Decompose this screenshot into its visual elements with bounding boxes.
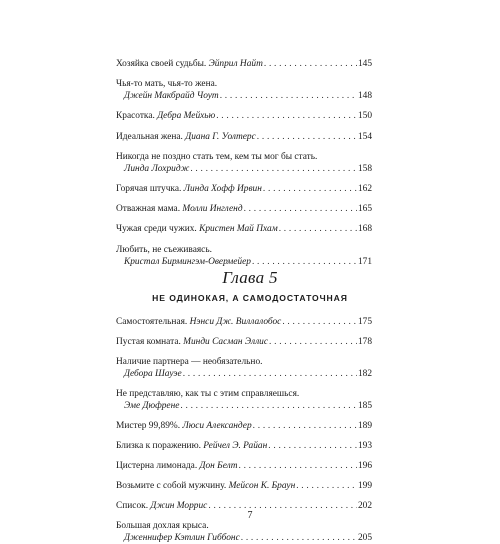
entry-page-number: 189	[357, 421, 372, 431]
entry-author: Минди Сасман Эллис	[183, 337, 269, 347]
dot-leader	[269, 336, 357, 348]
toc-entry	[116, 356, 372, 380]
entry-author: Молли Ингленд	[182, 204, 243, 215]
entry-author: Дебра Мейхью	[157, 111, 216, 122]
entry-author: Эме Дюфрене	[124, 401, 180, 411]
entry-author: Дженнифер Кэтлин Гиббонс	[124, 533, 240, 543]
toc-entry-line	[116, 131, 372, 143]
toc-entry	[116, 244, 372, 268]
entry-author: Мейсон К. Браун	[228, 481, 296, 491]
toc-entry-line	[116, 183, 372, 195]
dot-leader	[183, 368, 357, 380]
dot-leader	[268, 440, 357, 452]
entry-author: Нэнси Дж. Виллалобос	[189, 317, 282, 327]
dot-leader	[257, 131, 357, 143]
entry-title: Самостоятельная.	[116, 317, 188, 327]
entry-author: Кристал Бирмингэм-Овермейер	[124, 256, 251, 267]
page-number: 7	[247, 510, 253, 521]
dot-leader	[244, 203, 357, 215]
chapter-subtitle: НЕ ОДИНОКАЯ, А САМОДОСТАТОЧНАЯ	[152, 293, 348, 303]
entry-author: Люси Александер	[182, 421, 252, 431]
dot-leader	[253, 420, 357, 432]
dot-leader	[180, 400, 357, 412]
toc-entry-line	[116, 532, 372, 544]
toc-entry-line	[116, 151, 372, 163]
entry-page-number: 158	[357, 163, 372, 174]
toc-entry	[116, 223, 372, 235]
dot-leader	[282, 316, 357, 328]
dot-leader	[264, 58, 357, 70]
toc-entry	[116, 58, 372, 70]
entry-page-number: 148	[357, 91, 372, 102]
entry-page-number: 205	[357, 533, 372, 543]
toc-entry-line	[116, 420, 372, 432]
entry-page-number: 193	[357, 441, 372, 451]
entry-title: Хозяйка своей судьбы.	[116, 59, 207, 69]
entry-page-number: 199	[357, 481, 372, 491]
dot-leader	[239, 460, 357, 472]
entry-title: Возьмите с собой мужчину.	[116, 481, 227, 491]
toc-entry-line	[116, 90, 372, 102]
toc-entry	[116, 316, 372, 328]
toc-entry-line	[116, 440, 372, 452]
entry-page-number: 178	[357, 337, 372, 347]
entry-page-number: 145	[357, 59, 372, 69]
entry-page-number: 202	[357, 501, 372, 511]
entry-title: Пустая комната.	[116, 337, 181, 347]
entry-title: Мистер 99,89%.	[116, 421, 181, 431]
dot-leader	[279, 223, 357, 235]
entry-page-number: 175	[357, 317, 372, 327]
entry-title: Не представляю, как ты с этим справляешься.	[116, 389, 300, 399]
toc-entry	[116, 336, 372, 348]
entry-title: Красотка.	[116, 111, 155, 122]
toc-entry	[116, 203, 372, 215]
toc-entry	[116, 388, 372, 412]
toc-entry	[116, 520, 372, 544]
entry-page-number: 196	[357, 461, 372, 471]
toc-entry	[116, 460, 372, 472]
entry-title: Наличие партнера — необязательно.	[116, 357, 263, 367]
toc-entry-line	[116, 480, 372, 492]
entry-title: Горячая штучка.	[116, 183, 182, 194]
entry-author: Эйприл Найт	[208, 59, 263, 69]
entry-title: Никогда не поздно стать тем, кем ты мог бы стать.	[116, 151, 318, 162]
toc-entry	[116, 480, 372, 492]
entry-page-number: 165	[357, 204, 372, 215]
toc-entry-line	[116, 336, 372, 348]
dot-leader	[252, 256, 357, 268]
toc-entry-line	[116, 58, 372, 70]
toc-entry-line	[116, 388, 372, 400]
toc-section-1	[116, 58, 372, 268]
entry-author: Диана Г. Уолтерс	[185, 131, 256, 142]
entry-page-number: 182	[357, 369, 372, 379]
chapter-subheading	[0, 293, 500, 303]
entry-title: Близка к поражению.	[116, 441, 201, 451]
chapter-title: Глава 5	[222, 268, 278, 287]
entry-page-number: 162	[357, 183, 372, 194]
entry-author: Линда Лохридж	[124, 163, 190, 174]
entry-author: Рейчел Э. Райан	[203, 441, 268, 451]
entry-page-number: 168	[357, 224, 372, 235]
entry-author: Линда Хофф Ирвин	[183, 183, 262, 194]
toc-entry-line	[116, 78, 372, 90]
toc-entry	[116, 183, 372, 195]
toc-entry-line	[116, 110, 372, 122]
entry-page-number: 171	[357, 256, 372, 267]
toc-entry-line	[116, 460, 372, 472]
entry-page-number: 154	[357, 131, 372, 142]
entry-title: Идеальная жена.	[116, 131, 183, 142]
entry-author: Дон Белт	[199, 461, 238, 471]
dot-leader	[220, 90, 357, 102]
entry-page-number: 185	[357, 401, 372, 411]
chapter-heading	[0, 268, 500, 288]
toc-entry-line	[116, 163, 372, 175]
dot-leader	[296, 480, 357, 492]
entry-title: Любить, не съеживаясь.	[116, 244, 212, 255]
toc-entry	[116, 131, 372, 143]
toc-entry	[116, 151, 372, 175]
toc-entry-line	[116, 256, 372, 268]
entry-author: Джейн Макбрайд Чоут	[124, 91, 219, 102]
toc-entry-line	[116, 223, 372, 235]
toc-entry	[116, 440, 372, 452]
dot-leader	[241, 532, 357, 544]
dot-leader	[216, 110, 357, 122]
toc-entry	[116, 420, 372, 432]
toc-entry-line	[116, 316, 372, 328]
entry-page-number: 150	[357, 111, 372, 122]
toc-entry-line	[116, 400, 372, 412]
entry-title: Отважная мама.	[116, 204, 181, 215]
toc-entry-line	[116, 244, 372, 256]
entry-title: Цистерна лимонада.	[116, 461, 198, 471]
toc-entry	[116, 78, 372, 102]
entry-title: Чья-то мать, чья-то жена.	[116, 79, 218, 90]
entry-author: Кристен Май Пхам	[199, 224, 278, 235]
dot-leader	[263, 183, 357, 195]
toc-entry-line	[116, 356, 372, 368]
toc-entry	[116, 110, 372, 122]
entry-title: Большая дохлая крыса.	[116, 521, 209, 531]
dot-leader	[190, 163, 357, 175]
toc-entry-line	[116, 203, 372, 215]
entry-author: Дебора Шауэе	[124, 369, 182, 379]
toc-entry-line	[116, 520, 372, 532]
entry-title: Список.	[116, 501, 149, 511]
toc-entry-line	[116, 368, 372, 380]
entry-author: Джин Моррис	[150, 501, 208, 511]
entry-title: Чужая среди чужих.	[116, 224, 197, 235]
